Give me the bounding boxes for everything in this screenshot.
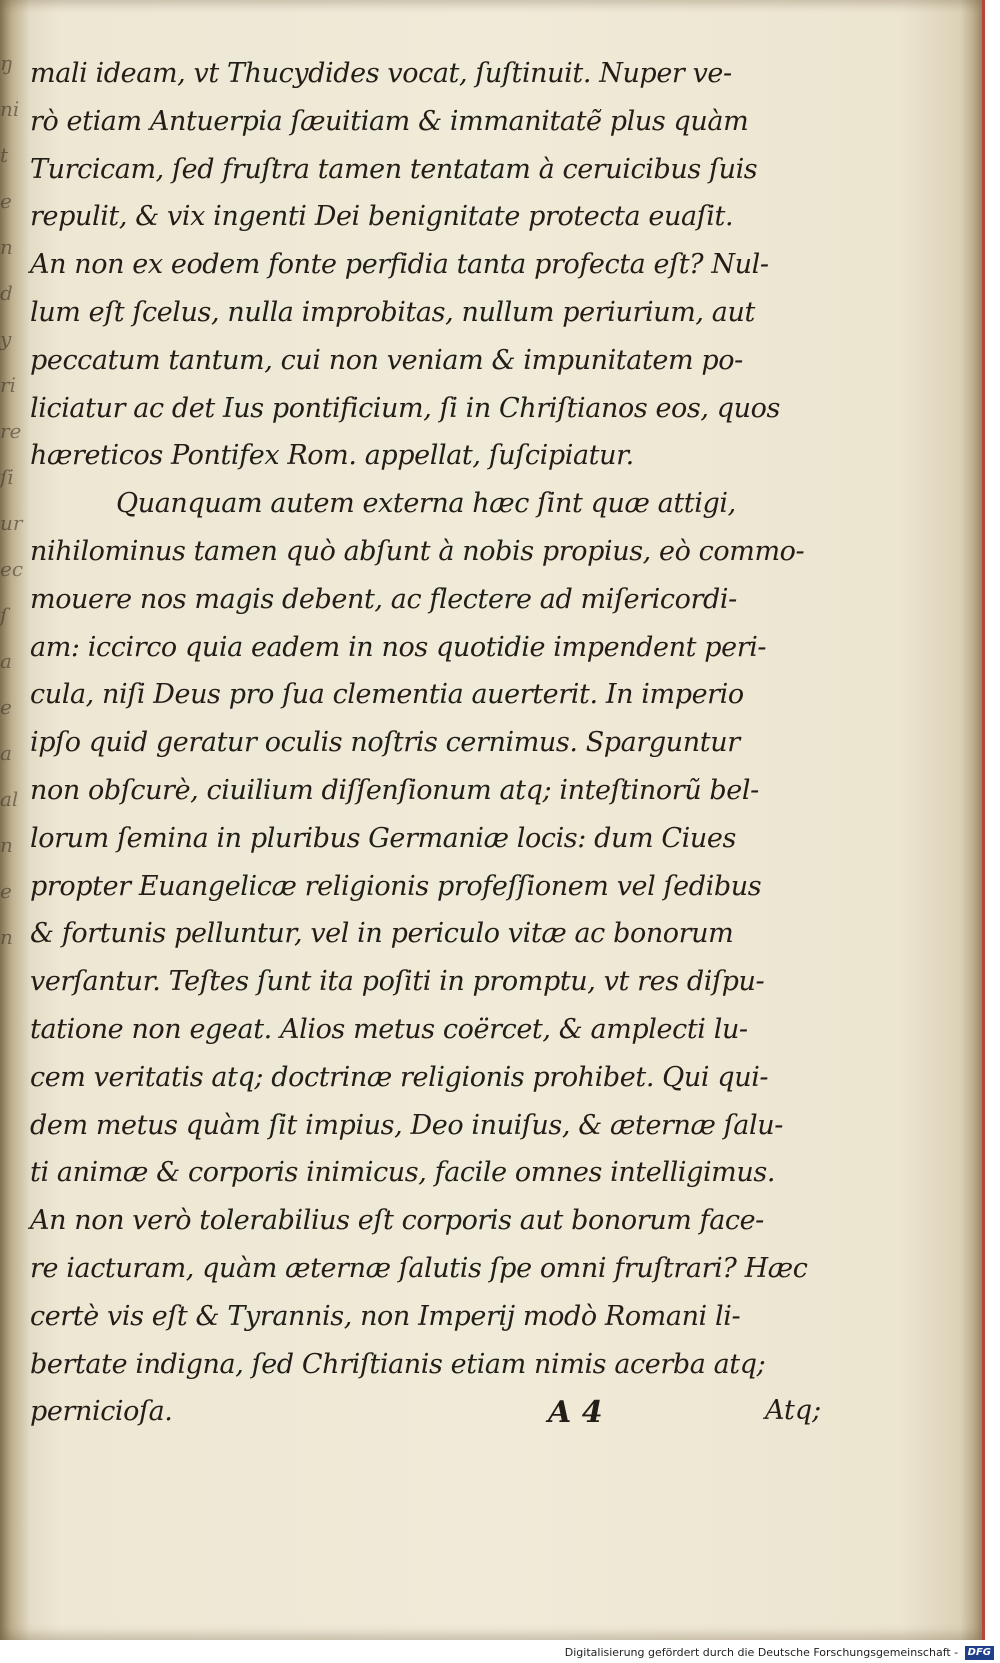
text-line: An non verò tolerabilius eſt corporis aut bonorum face-: [30, 1205, 764, 1237]
catchword: Atq;: [765, 1395, 822, 1426]
bleed-fragment: ec: [0, 557, 24, 581]
text-line: ipſo quid geratur oculis noſtris cernimus. Sparguntur: [30, 727, 740, 759]
body-text: [30, 50, 830, 1436]
text-line: am: iccirco quia eadem in nos quotidie impendent peri-: [30, 631, 767, 663]
text-line: ti animæ & corporis inimicus, facile omnes intelligimus.: [30, 1157, 776, 1189]
text-line: lum eſt ſcelus, nulla improbitas, nullum periurium, aut: [30, 296, 755, 328]
text-line: non obſcurè, ciuilium diſſenſionum atq; inteſtinorũ bel-: [30, 774, 759, 806]
text-line: mouere nos magis debent, ac flectere ad miſericordi-: [30, 583, 737, 615]
bleed-fragment: ſi: [0, 465, 14, 489]
bleed-fragment: n: [0, 925, 13, 949]
bleed-fragment: ri: [0, 373, 16, 397]
text-line: nihilominus tamen quò abſunt à nobis propius, eò commo-: [30, 535, 805, 567]
text-line: dem metus quàm ſit impius, Deo inuiſus, & æternæ ſalu-: [30, 1109, 783, 1141]
bleed-fragment: a: [0, 741, 12, 765]
bleed-fragment: ni: [0, 97, 20, 121]
text-line: propter Euangelicæ religionis profeſſionem vel ſedibus: [30, 870, 762, 902]
bleed-fragment: n: [0, 833, 13, 857]
text-line: mali ideam, vt Thucydides vocat, ſuſtinuit. Nuper ve-: [30, 58, 732, 89]
text-line: cula, niſi Deus pro ſua clementia auerterit. In imperio: [30, 679, 744, 711]
bleed-fragment: a: [0, 649, 12, 673]
bleed-fragment: y: [0, 327, 12, 351]
bleed-fragment: al: [0, 787, 19, 811]
page-footer: [0, 1395, 982, 1445]
text-line: An non ex eodem fonte perfidia tanta profecta eſt? Nul-: [30, 249, 769, 281]
bleed-fragment: re: [0, 419, 22, 443]
text-line: pernicioſa.: [30, 1396, 173, 1428]
digitization-credit: [565, 1644, 994, 1662]
bleed-fragment: e: [0, 189, 12, 213]
text-line: certè vis eſt & Tyrannis, non Imperij modò Romani li-: [30, 1300, 741, 1332]
text-line: hæreticos Pontifex Rom. appellat, ſuſcipiatur.: [30, 440, 634, 472]
dfg-logo: DFG: [965, 1646, 994, 1660]
text-line: repulit, & vix ingenti Dei benignitate protecta euaſit.: [30, 201, 734, 233]
credit-text: Digitalisierung gefördert durch die Deutsche Forschungsgemeinschaft -: [564, 1646, 959, 1659]
text-line: cem veritatis atq; doctrinæ religionis prohibet. Qui qui-: [30, 1061, 769, 1093]
paragraph-start-line: Quanquam autem externa hæc ſint quæ attigi,: [116, 488, 736, 520]
text-line: rò etiam Antuerpia ſæuitiam & immanitatẽ plus quàm: [30, 105, 749, 137]
bleed-fragment: d: [0, 281, 13, 305]
text-line: liciatur ac det Ius pontificium, ſi in Chriſtianos eos, quos: [30, 392, 780, 424]
bleed-fragment: ſ: [0, 603, 8, 627]
text-line: lorum ſemina in pluribus Germaniæ locis: dum Ciues: [30, 822, 736, 854]
text-line: tatione non egeat. Alios metus coërcet, & amplecti lu-: [30, 1013, 748, 1045]
text-line: re iacturam, quàm æternæ ſalutis ſpe omni fruſtrari? Hæc: [30, 1252, 808, 1284]
bleed-fragment: n: [0, 235, 13, 259]
margin-bleed-text: [0, 40, 26, 1340]
text-line: & fortunis pelluntur, vel in periculo vitæ ac bonorum: [30, 918, 734, 950]
text-line: verſantur. Teſtes ſunt ita poſiti in promptu, vt res diſpu-: [30, 966, 765, 998]
signature-mark: A 4: [548, 1395, 603, 1430]
bleed-fragment: e: [0, 879, 12, 903]
bleed-fragment: e: [0, 695, 12, 719]
bleed-fragment: t: [0, 143, 9, 167]
text-line: Turcicam, ſed fruſtra tamen tentatam à ceruicibus ſuis: [30, 153, 758, 185]
bleed-fragment: ur: [0, 511, 23, 535]
bleed-fragment: ŋ: [0, 51, 13, 75]
text-line: peccatum tantum, cui non veniam & impunitatem po-: [30, 344, 743, 376]
text-line: bertate indigna, ſed Chriſtianis etiam nimis acerba atq;: [30, 1348, 766, 1380]
